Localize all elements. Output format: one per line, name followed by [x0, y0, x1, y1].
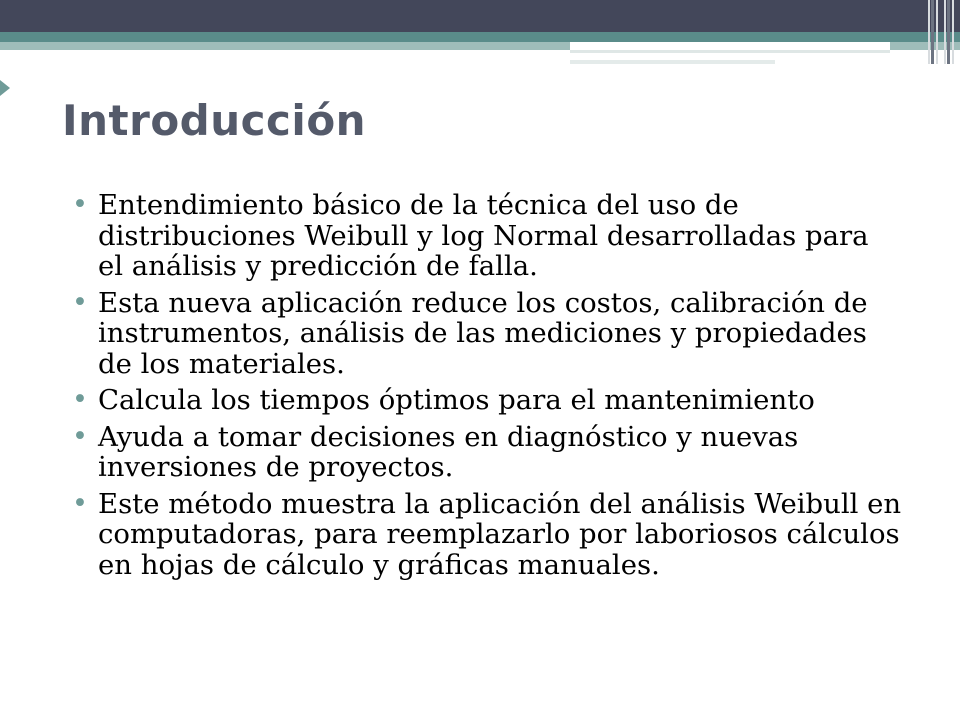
bullet-icon: • [72, 487, 88, 519]
bullet-text: Ayuda a tomar decisiones en diagnóstico y nuevas inversiones de proyectos. [98, 420, 799, 483]
bullet-item [72, 489, 902, 581]
bullet-item [72, 288, 902, 380]
decorative-vertical-line [952, 0, 954, 64]
decorative-vertical-line [936, 0, 938, 64]
bullet-text: Entendimiento básico de la técnica del uso de distribuciones Weibull y log Normal desarrolladas para el análisis y predicción de falla. [98, 189, 869, 282]
decorative-vertical-line [944, 0, 946, 64]
bullet-text: Esta nueva aplicación reduce los costos, calibración de instrumentos, análisis de las mediciones y propiedades de los materiales. [98, 286, 868, 380]
bullet-icon: • [72, 384, 88, 415]
bullet-text: Este método muestra la aplicación del análisis Weibull en computadoras, para reemplazarlo por laboriosos cálculos en hojas de cálculo y gráficas manuales. [98, 487, 902, 581]
decorative-vertical-line-dark [931, 0, 934, 64]
bullet-item [72, 422, 902, 483]
title-marker-icon [0, 80, 10, 96]
bullet-text: Calcula los tiempos óptimos para el mantenimiento [98, 384, 815, 416]
bullet-list [72, 190, 902, 586]
bullet-item [72, 190, 902, 282]
bullet-item [72, 385, 902, 416]
header-cutout [570, 42, 890, 50]
bullet-icon: • [72, 189, 88, 220]
header-bar-teal [0, 32, 960, 42]
bullet-icon: • [72, 286, 88, 318]
header-cutout-line [570, 50, 890, 53]
bullet-icon: • [72, 420, 88, 452]
decorative-vertical-line-dark [947, 0, 950, 64]
decorative-vertical-line [928, 0, 930, 64]
header-bar-dark [0, 0, 960, 32]
header-cutout-line-short [570, 60, 775, 64]
slide-title: Introducción [62, 96, 367, 145]
